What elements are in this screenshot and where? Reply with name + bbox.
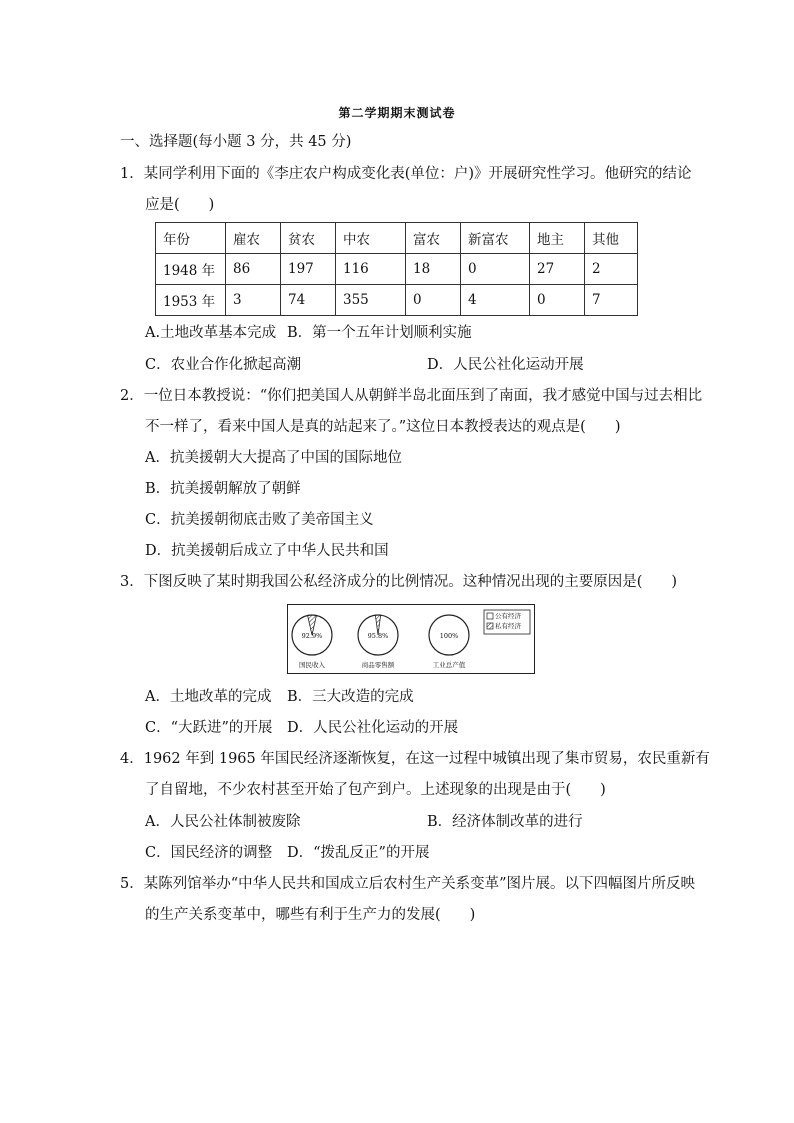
table-cell: 1953 年: [156, 285, 226, 316]
q4-stem-line1: 4．1962 年到 1965 年国民经济逐渐恢复，在这一过程中城镇出现了集市贸易，农民重新有: [120, 751, 710, 767]
q2-stem-line1: 2．一位日本教授说：“你们把美国人从朝鲜半岛北面压到了南面，我才感觉中国与过去相比: [120, 388, 703, 404]
table-header-cell: 新富农: [461, 223, 530, 254]
table-header-cell: 年份: [156, 223, 226, 254]
table-cell: 74: [281, 285, 336, 316]
q1-option-a: A.土地改革基本完成: [145, 325, 277, 341]
section-heading: 一、选择题(每小题 3 分，共 45 分): [120, 134, 352, 150]
table-header-cell: 富农: [406, 223, 461, 254]
q5-stem-line2: 的生产关系变革中，哪些有利于生产力的发展( ): [145, 907, 476, 923]
table-header-cell: 地主: [530, 223, 585, 254]
q1-option-c: C．农业合作化掀起高潮: [145, 357, 302, 373]
table-header-cell: 雇农: [226, 223, 281, 254]
q4-option-a: A．人民公社体制被废除: [145, 814, 301, 830]
page-title: 第二学期期末测试卷: [338, 106, 456, 120]
table-cell: 18: [406, 254, 461, 285]
legend-public-swatch: [487, 613, 493, 619]
q1-stem-line1: 1．某同学利用下面的《李庄农户构成变化表(单位：户)》开展研究性学习。他研究的结论: [120, 166, 692, 182]
q3-stem-line1: 3．下图反映了某时期我国公私经济成分的比例情况。这种情况出现的主要原因是( ): [120, 574, 678, 590]
q4-option-c: C．国民经济的调整: [145, 845, 273, 861]
legend-public-label: 公有经济: [495, 612, 521, 620]
table-header-row: [156, 223, 638, 254]
q2-option-b: B．抗美援朝解放了朝鲜: [145, 481, 301, 497]
table-cell: 3: [226, 285, 281, 316]
table-cell: 0: [406, 285, 461, 316]
legend-private-swatch: [487, 623, 493, 629]
table-cell: 27: [530, 254, 585, 285]
q4-option-b: B．经济体制改革的进行: [427, 814, 583, 830]
table-cell: 4: [461, 285, 530, 316]
table-cell: 86: [226, 254, 281, 285]
q2-option-d: D．抗美援朝后成立了中华人民共和国: [145, 543, 389, 559]
q1-option-d: D．人民公社化运动开展: [427, 357, 584, 373]
table-row: [156, 254, 638, 285]
economy-pie-charts: [287, 604, 535, 674]
q4-option-d: D．“拨乱反正”的开展: [287, 845, 430, 861]
pie-value-label: 100%: [439, 632, 459, 640]
table-cell: 0: [461, 254, 530, 285]
table-cell: 197: [281, 254, 336, 285]
table-row: [156, 285, 638, 316]
q3-option-c: C．“大跃进”的开展: [145, 720, 273, 736]
q1-stem-line2: 应是( ): [145, 197, 215, 213]
q5-stem-line1: 5．某陈列馆举办“中华人民共和国成立后农村生产关系变革”图片展。以下四幅图片所反映: [120, 876, 696, 892]
table-cell: 2: [585, 254, 638, 285]
table-cell: 7: [585, 285, 638, 316]
pie-category-label: 国民收入: [299, 661, 325, 669]
q1-option-b: B．第一个五年计划顺利实施: [287, 325, 472, 341]
household-table: [155, 222, 638, 316]
q4-stem-line2: 了自留地，不少农村甚至开始了包产到户。上述现象的出现是由于( ): [145, 782, 606, 798]
q3-option-b: B．三大改造的完成: [287, 689, 414, 705]
table-cell: 116: [336, 254, 406, 285]
table-cell: 1948 年: [156, 254, 226, 285]
legend-private-label: 私有经济: [495, 622, 521, 630]
table-header-cell: 贫农: [281, 223, 336, 254]
pie-category-label: 工业总产值: [432, 661, 466, 669]
q3-option-d: D．人民公社化运动的开展: [287, 720, 459, 736]
table-header-cell: 中农: [336, 223, 406, 254]
q2-option-a: A．抗美援朝大大提高了中国的国际地位: [145, 450, 402, 466]
table-cell: 355: [336, 285, 406, 316]
q2-option-c: C．抗美援朝彻底击败了美帝国主义: [145, 512, 374, 528]
table-header-cell: 其他: [585, 223, 638, 254]
q3-option-a: A．土地改革的完成: [145, 689, 272, 705]
pie-value-label: 92.9%: [301, 632, 323, 640]
q2-stem-line2: 不一样了，看来中国人是真的站起来了。”这位日本教授表达的观点是( ): [145, 419, 621, 435]
table-cell: 0: [530, 285, 585, 316]
pie-category-label: 商品零售额: [361, 661, 395, 669]
pie-chart-svg: [288, 605, 534, 673]
pie-value-label: 95.8%: [367, 632, 389, 640]
